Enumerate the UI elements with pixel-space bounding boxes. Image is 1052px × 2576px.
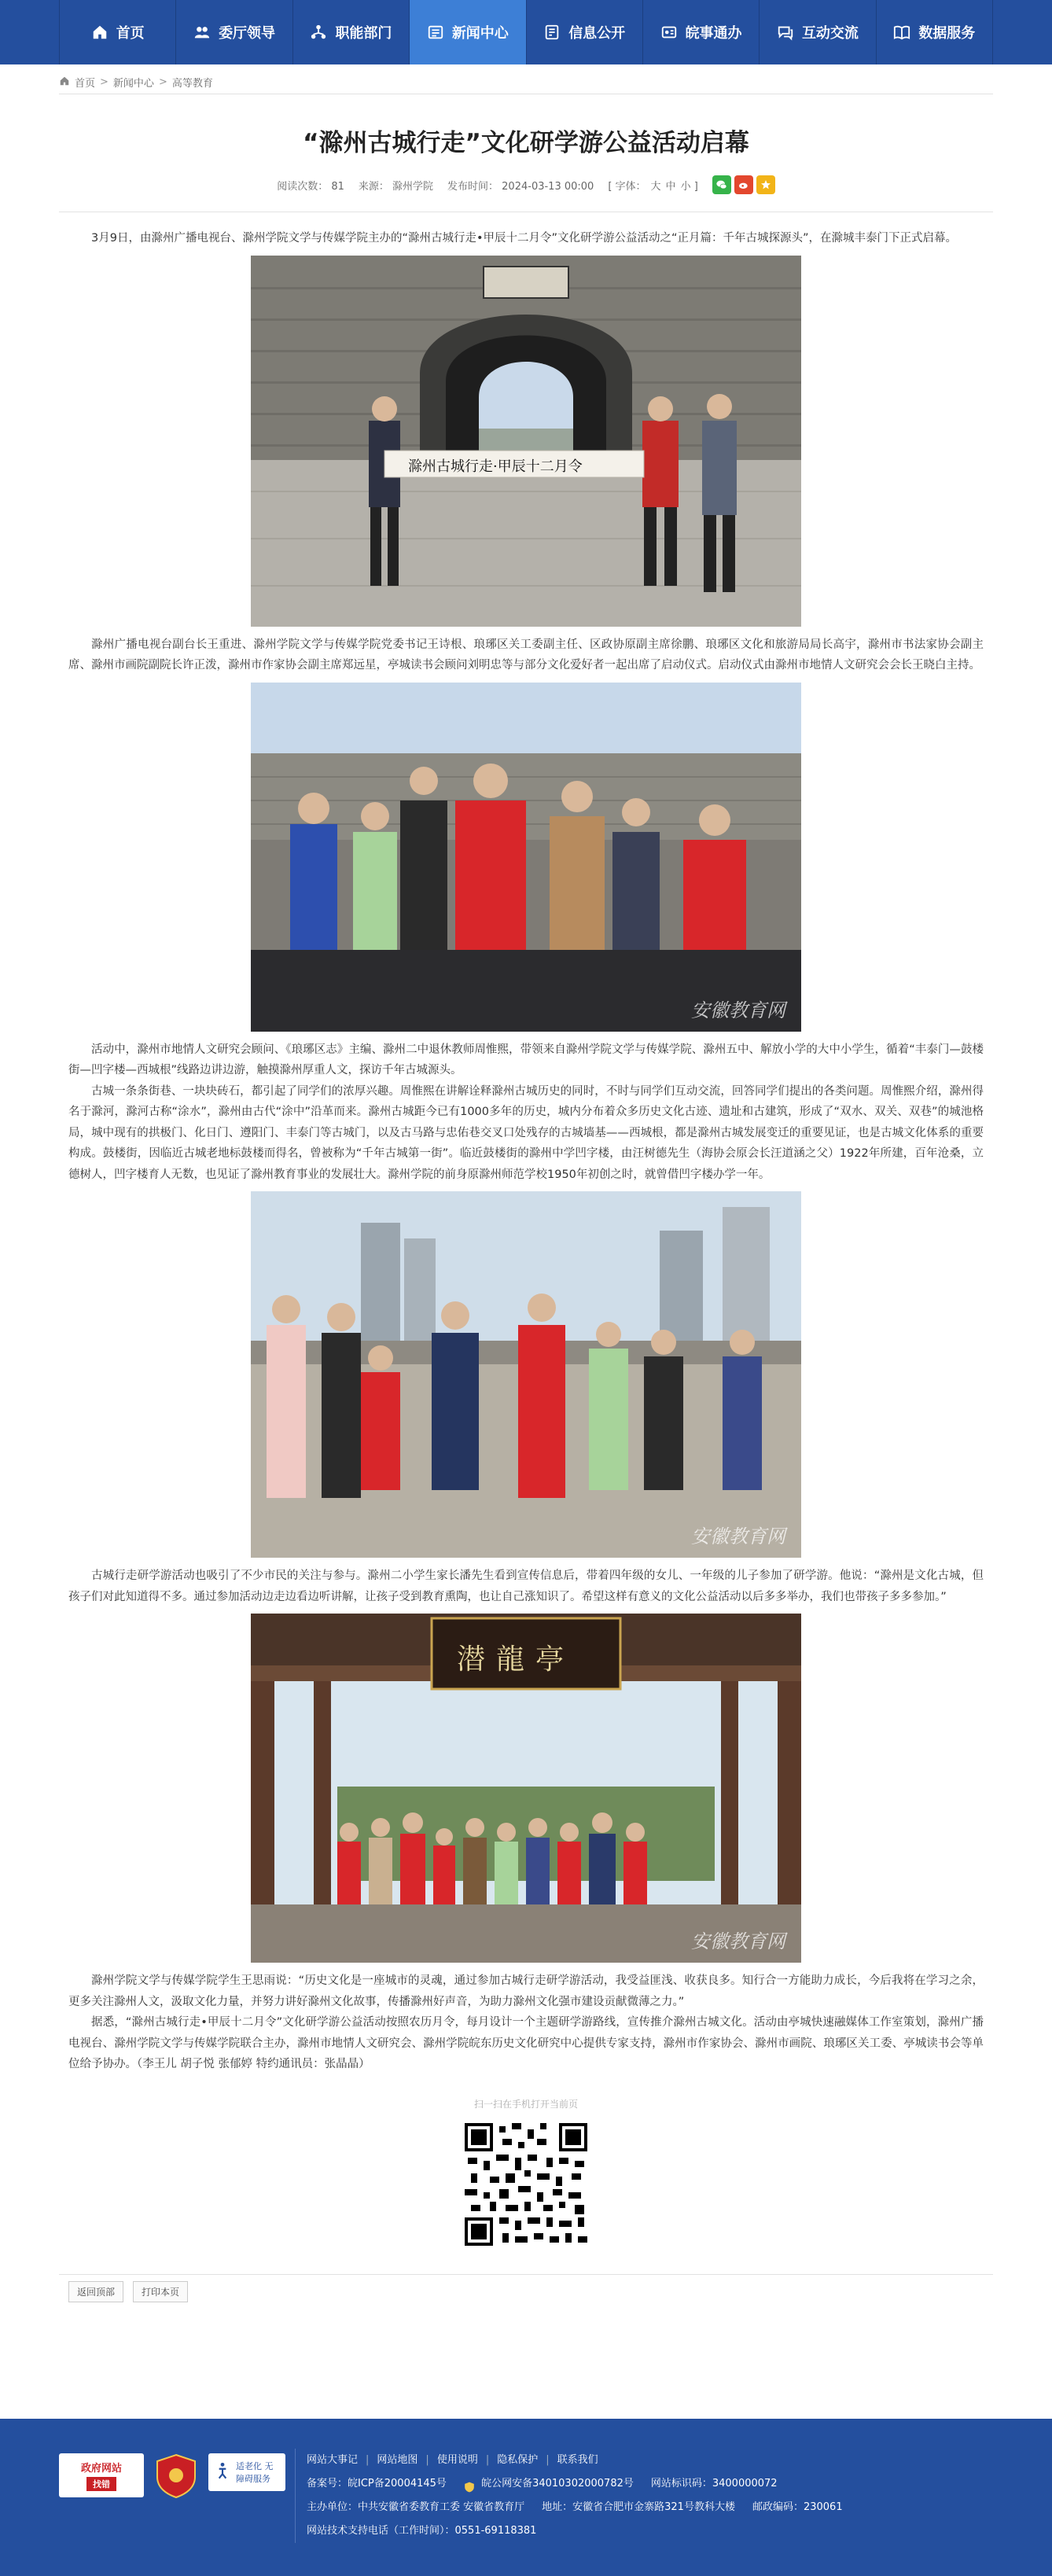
article-photo-1: [251, 256, 801, 627]
footer-host-row: [307, 2496, 993, 2519]
accessibility-badge-text: 适老化 无障碍服务: [236, 2461, 274, 2484]
nav-item-label: 首页: [116, 25, 145, 42]
footer-link[interactable]: 网站地图: [377, 2454, 418, 2466]
footer-link[interactable]: 使用说明: [436, 2454, 478, 2466]
accessibility-icon: [212, 2461, 233, 2484]
nav-item-chat[interactable]: [760, 0, 876, 64]
footer-registration-row: [307, 2472, 993, 2496]
footer: [0, 2419, 1052, 2576]
share-buttons: [712, 175, 775, 194]
data-icon: [893, 24, 910, 41]
article-actions: [59, 2274, 993, 2302]
font-size-switcher: [608, 178, 697, 193]
footer-text: [295, 2449, 993, 2543]
view-count: 阅读次数： 81: [277, 180, 344, 193]
home-icon: [91, 24, 109, 41]
article-source: 来源： 滁州学院: [358, 180, 434, 193]
police-record-icon: [464, 2478, 475, 2490]
publish-date: 发布时间： 2024-03-13 00:00: [447, 180, 594, 193]
weibo-share-icon[interactable]: [734, 175, 753, 194]
article-meta: [59, 175, 993, 212]
footer-support-row: [307, 2519, 993, 2543]
breadcrumb-separator: >: [158, 76, 167, 88]
font-size-label: [ 字体：: [608, 180, 646, 193]
gov-badge-sub: 找错: [86, 2477, 116, 2491]
paragraph: 古城一条条街巷、一块块砖石，都引起了同学们的浓厚兴趣。周惟熙在讲解诠释滁州古城历史的同时，不时与同学们互动交流，回答同学们提出的各类问题。周惟熙介绍，滁州得名于滁河，滁河古称“涂水”，滁州由古代“涂中”沿革而来。滁州古城距今已有1000多年的历史，城内分布着众多历史文化古迹、遗址和古建筑，形成了“双水、双关、双巷”的城池格局，城中现有的拱极门、化日门、遵阳门、丰泰门等古城门，以及古马路与忠佑巷交叉口处残存的古城墙基——西城根，都是滁州古城发展变迁的重要见证，也是古城文化体系的重要构成。鼓楼街，因临近古城老地标鼓楼而得名，曾被称为“千年古城第一街”。临近鼓楼街的滁州中学凹字楼，由汪树德先生（海协会原会长汪道涵之父）1922年所建，百年沧桑，立德树人，凹字楼育人无数，也见证了滁州教育事业的发展壮大。滁州学院的前身原滁州师范学校1950年初创之时，就曾借凹字楼办学一年。: [68, 1084, 984, 1181]
breadcrumb: [59, 71, 993, 94]
gate-ceremony-image: [251, 256, 801, 627]
footer-link[interactable]: 联系我们: [557, 2454, 598, 2466]
leaders-icon: [193, 24, 211, 41]
breadcrumb-higher-education[interactable]: 高等教育: [171, 78, 213, 90]
back-to-top-button[interactable]: 返回顶部: [68, 2281, 123, 2302]
photo-watermark: 安徽教育网: [691, 1525, 785, 1547]
pavilion-plaque-text: 潜龍亭: [457, 1643, 576, 1676]
article-photo-4: [251, 1614, 801, 1963]
support-phone: 网站技术支持电话（工作时间）：0551-69118381: [307, 2525, 537, 2537]
news-icon: [427, 24, 444, 41]
footer-inner: [59, 2419, 993, 2543]
print-button[interactable]: 打印本页: [133, 2281, 188, 2302]
qzone-share-icon[interactable]: [756, 175, 775, 194]
font-size-large-button[interactable]: 大: [650, 180, 661, 193]
nav-item-label: 互动交流: [801, 25, 859, 42]
nav-item-label: 职能部门: [335, 25, 392, 42]
footer-link[interactable]: 隐私保护: [497, 2454, 539, 2466]
qr-caption: 扫一扫在手机打开当前页: [473, 2098, 578, 2110]
main-container: [59, 71, 993, 2302]
home-small-icon: [59, 75, 70, 90]
top-navigation: [0, 0, 1052, 64]
nav-item-data[interactable]: [877, 0, 993, 64]
icp-number[interactable]: 备案号：皖ICP备20004145号: [307, 2478, 447, 2490]
police-record[interactable]: [464, 2472, 634, 2496]
nav-item-info[interactable]: [527, 0, 643, 64]
qr-section: [68, 2097, 984, 2249]
nav-item-home[interactable]: [60, 0, 176, 64]
nav-inner: [59, 0, 993, 64]
footer-links: 网站大事记 | 网站地图 | 使用说明 | 隐私保护 | 联系我们: [307, 2449, 993, 2472]
nav-item-service[interactable]: [643, 0, 760, 64]
article-content: [59, 228, 993, 2249]
site-identifier: 网站标识码：3400000072: [650, 2478, 778, 2490]
breadcrumb-home[interactable]: 首页: [75, 78, 96, 90]
nav-item-label: 新闻中心: [451, 25, 509, 42]
info-icon: [543, 24, 561, 41]
paragraph: 古城行走研学游活动也吸引了不少市民的关注与参与。滁州二小学生家长潘先生看到宣传信息后，带着四年级的女儿、一年级的儿子参加了研学游。他说：“滁州是文化古城，但孩子们对此知道得不多。通过参加活动边走边看边听讲解，让孩子受到教育熏陶，也让自己涨知识了。希望这样有意义的文化公益活动以后多多举办，我们也带孩子多多参加。”: [68, 1570, 984, 1603]
chat-icon: [777, 24, 794, 41]
nav-item-label: 皖事通办: [685, 25, 742, 42]
photo-watermark: 安徽教育网: [691, 999, 785, 1021]
nav-item-news[interactable]: [410, 0, 526, 64]
breadcrumb-separator: >: [100, 76, 109, 88]
departments-icon: [310, 24, 327, 41]
nav-item-leaders[interactable]: [176, 0, 292, 64]
qr-code: [462, 2120, 590, 2249]
calligraphy-banner-text: 滁州古城行走·甲辰十二月令: [408, 458, 583, 475]
address: 地址：安徽省合肥市金寨路321号教科大楼: [542, 2501, 735, 2513]
paragraph: 据悉，“滁州古城行走•甲辰十二月令”文化研学游公益活动按照农历月令，每月设计一个主题研学游路线，宣传推介滁州古城文化。活动由亭城快速融媒体工作室策划，滁州广播电视台、滁州学院文学与传媒学院联合主办，滁州市地情人文研究会、滁州学院皖东历史文化研究中心提供专家支持，滁州市作家协会、滁州市画院、琅琊区关工委、亭城读书会等单位给予协办。（李王儿 胡子悦 张郁婷 特约通讯员：张晶晶）: [68, 2016, 984, 2070]
wechat-share-icon[interactable]: [712, 175, 731, 194]
footer-badges: [59, 2449, 295, 2543]
paragraph: 3月9日，由滁州广播电视台、滁州学院文学与传媒学院主办的“滁州古城行走•甲辰十二月令”文化研学游公益活动之“正月篇：千年古城探源头”，在滁城丰泰门下正式启幕。: [91, 232, 958, 245]
guide-explaining-image: [251, 683, 801, 1032]
host-unit: 主办单位：中共安徽省委教育工委 安徽省教育厅: [307, 2501, 525, 2513]
font-size-small-button[interactable]: 小 ]: [680, 180, 698, 193]
nav-item-label: 数据服务: [918, 25, 976, 42]
paragraph: 滁州学院文学与传媒学院学生王思雨说：“历史文化是一座城市的灵魂，通过参加古城行走研学游活动，我受益匪浅、收获良多。知行合一方能助力成长，今后我将在学习之余，更多关注滁州人文，汲取文化力量，并努力讲好滁州文化故事，传播滁州好声音，为助力滁州文化强市建设贡献微薄之力。”: [68, 1974, 984, 2008]
gov-error-report-badge[interactable]: [59, 2453, 144, 2497]
article-photo-3: [251, 1191, 801, 1558]
nav-item-label: 委厅领导: [219, 25, 276, 42]
page-title: “滁州古城行走”文化研学游公益活动启幕: [303, 129, 749, 157]
service-icon: [660, 24, 678, 41]
group-photo-city-image: [251, 1191, 801, 1558]
police-record-text: 皖公网安备34010302000782号: [481, 2478, 634, 2490]
footer-link[interactable]: 网站大事记: [307, 2454, 359, 2466]
font-size-medium-button[interactable]: 中: [665, 180, 676, 193]
paragraph: 滁州广播电视台副台长王重进、滁州学院文学与传媒学院党委书记王诗根、琅琊区关工委副主任、区政协原副主席徐鹏、琅琊区文化和旅游局局长高宇，滁州市书法家协会副主席、滁州市画院副院长许正泼，滁州市作家协会副主席郑远星，亭城读书会顾问刘明忠等与部分文化爱好者一起出席了启动仪式。启动仪式由滁州市地情人文研究会会长王晓白主持。: [68, 638, 984, 672]
postcode: 邮政编码：230061: [752, 2501, 843, 2513]
paragraph: 活动中，滁州市地情人文研究会顾问、《琅琊区志》主编、滁州二中退休教师周惟熙，带领来自滁州学院文学与传媒学院、滁州五中、解放小学的大中小学生，循着“丰泰门—鼓楼街—凹字楼—西城根”线路边讲边游，触摸滁州厚重人文，探访千年古城源头。: [68, 1043, 984, 1076]
gov-badge-title: 政府网站: [80, 2463, 122, 2475]
police-badge-icon[interactable]: [153, 2453, 199, 2499]
nav-item-label: 信息公开: [568, 25, 626, 42]
nav-item-departments[interactable]: [293, 0, 410, 64]
photo-watermark: 安徽教育网: [691, 1930, 785, 1952]
article-photo-2: [251, 683, 801, 1032]
breadcrumb-news[interactable]: 新闻中心: [112, 78, 154, 90]
accessibility-badge[interactable]: [208, 2453, 285, 2491]
